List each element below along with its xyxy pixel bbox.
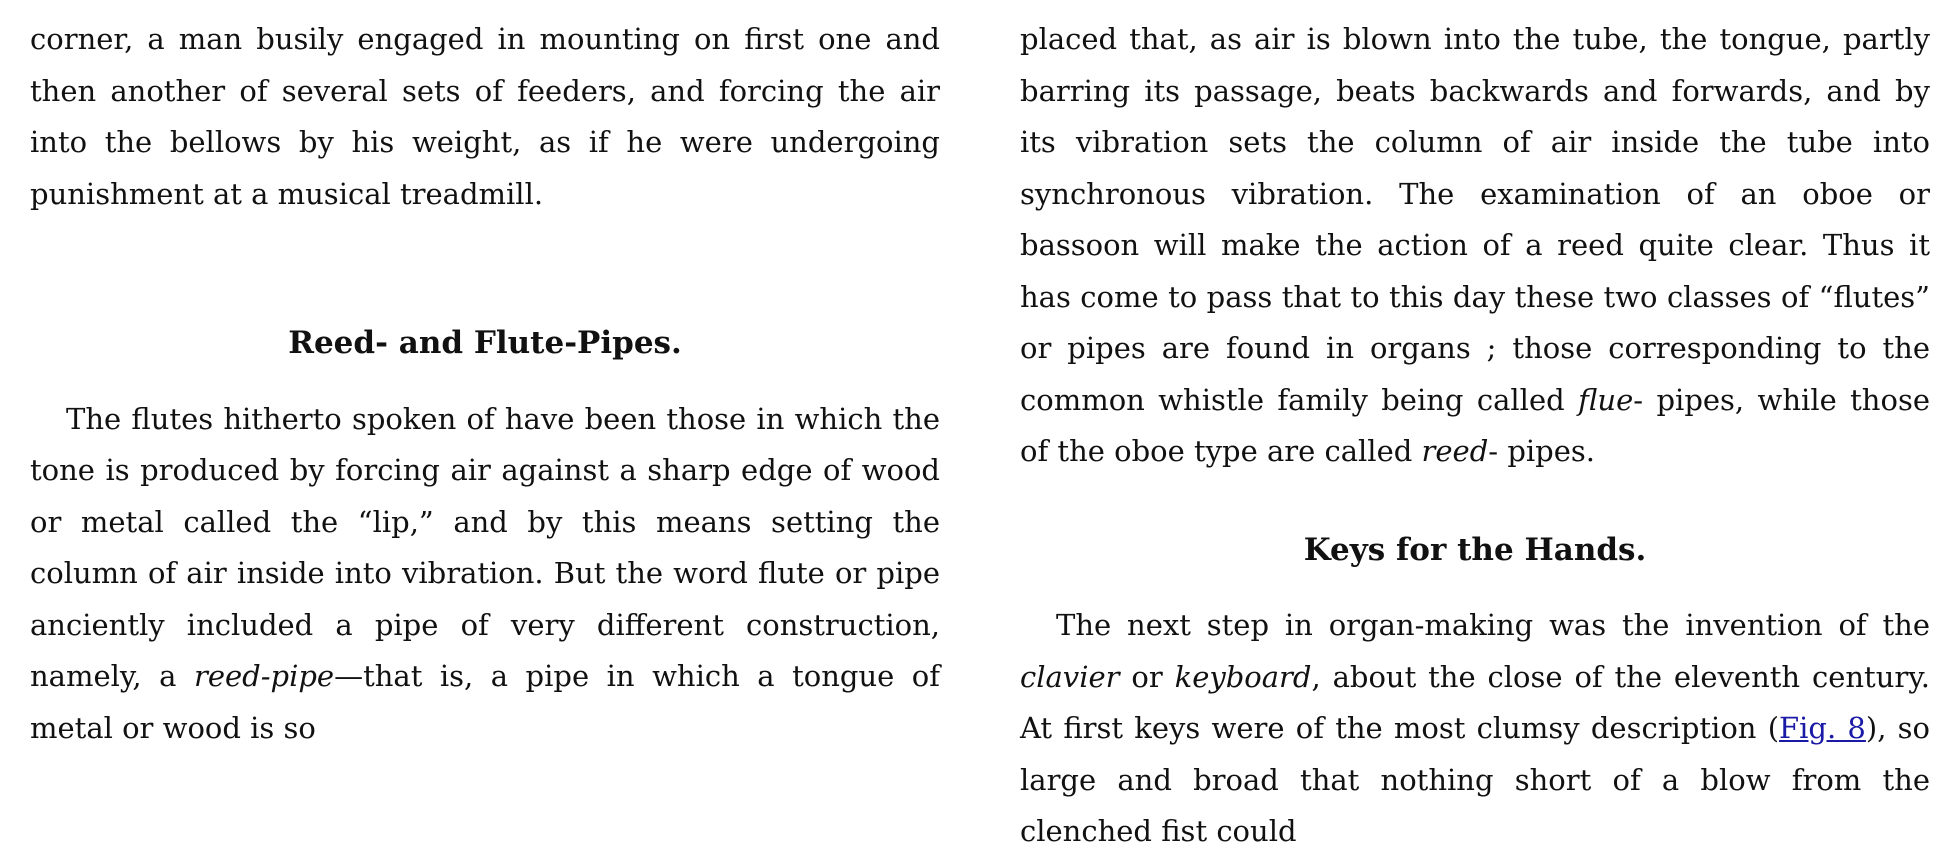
left-column <box>30 14 940 754</box>
emphasis-flue: flue <box>1578 382 1634 417</box>
paragraph-flutes: The flutes hitherto spoken of have been those in which the tone is produced by forcing air against a sharp edge of wood or metal called the “lip,” and by this means setting the column of air inside into vibration. But the word flute or pipe anciently included a pipe of very different construction, namely, a reed-pipe—that is, a pipe in which a tongue of metal or wood is so <box>30 401 940 745</box>
emphasis-keyboard: keyboard <box>1174 659 1312 694</box>
section-heading-reed-flute-pipes: Reed- and Flute-Pipes. <box>288 325 682 361</box>
emphasis-reed-pipe: reed-pipe <box>193 659 335 693</box>
figure-8-link[interactable]: Fig. 8 <box>1779 711 1866 745</box>
paragraph-reed-vibration: placed that, as air is blown into the tube, the tongue, partly barring its passage, beats backwards and forwards, and by its vibration sets the column of air inside the tube into synchronous vibration. The examination of an oboe or bassoon will make the action of a reed quite clear. Thus it has come to pass that to this day these two classes of “flutes” or pipes are found in organs ; those corresponding to the common whistle family being called flue- pipes, while those of the oboe type are called reed- pipes. <box>1020 22 1930 468</box>
section-heading-keys-for-the-hands: Keys for the Hands. <box>1303 531 1647 568</box>
emphasis-reed: reed <box>1421 434 1489 468</box>
right-column <box>1020 14 1930 858</box>
emphasis-clavier: clavier <box>1020 659 1120 694</box>
paragraph-keyboard: The next step in organ-making was the invention of the clavier or keyboard, about the close of the eleventh century. At first keys were of the most clumsy description (Fig. 8), so large and broad that nothing short of a blow from the clenched fist could <box>1020 608 1930 848</box>
paragraph-treadmill: corner, a man busily engaged in mounting on first one and then another of several sets of feeders, and forcing the air into the bellows by his weight, as if he were undergoing punishment at a musical treadmill. <box>30 22 940 211</box>
